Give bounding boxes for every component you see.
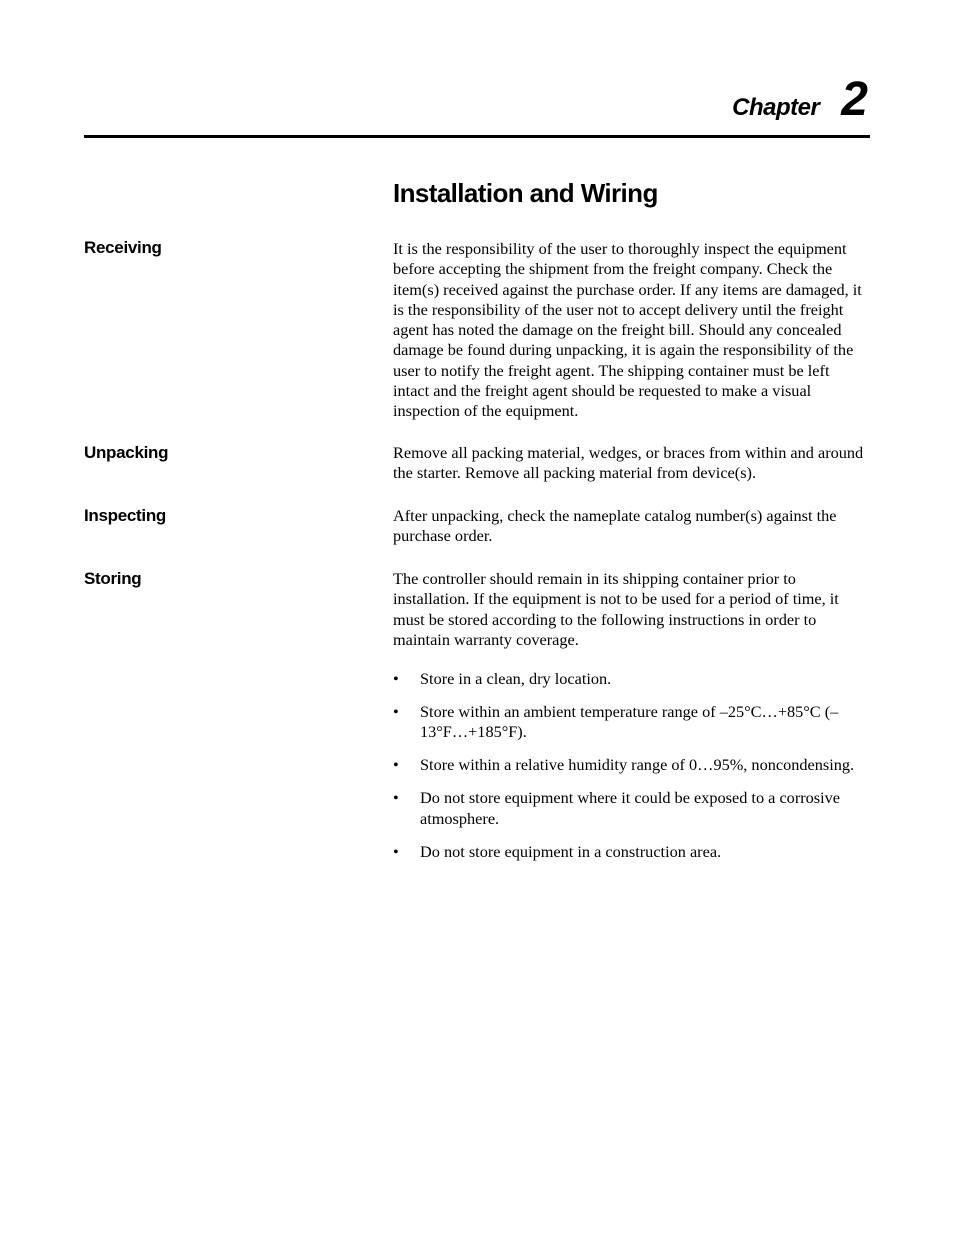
list-item [393,755,869,775]
bullet-icon: • [393,841,399,861]
section-heading-unpacking: Unpacking [84,443,169,462]
list-item [393,669,869,689]
chapter-label: Chapter [732,94,820,121]
section-body-receiving: It is the responsibility of the user to thoroughly inspect the equipment before accepting the shipment from the freight company. Check the item(s) received against the purchase order. If any items are damaged, it is the responsibility of the user not to accept delivery until the freight agent has noted the damage on the freight bill. Should any concealed damage be found during unpacking, it is again the responsibility of the user to notify the freight agent. The shipping container must be left intact and the freight agent should be requested to make a visual inspection of the equipment. [393,239,862,421]
list-item-text: Do not store equipment in a construction area. [420,841,722,861]
section-body-inspecting: After unpacking, check the nameplate catalog number(s) against the purchase order. [393,506,837,546]
bullet-icon: • [393,701,399,721]
list-item-text: Store within an ambient temperature range of –25°C…+85°C (–13°F…+185°F). [420,701,839,742]
bullet-icon: • [393,788,399,808]
bullet-icon: • [393,669,399,688]
chapter-number: 2 [841,73,868,126]
list-item [393,842,869,862]
section-heading-inspecting: Inspecting [84,506,167,525]
section-body-storing: The controller should remain in its shipping container prior to installation. If the equipment is not to be used for a period of time, it must be stored according to the following instructions in order to maintain warranty coverage. [393,569,839,649]
chapter-header [732,72,868,128]
section-heading-storing: Storing [84,569,142,588]
section-heading-receiving: Receiving [84,238,162,257]
list-item [393,702,869,743]
header-rule [84,135,870,138]
section-body-unpacking: Remove all packing material, wedges, or braces from within and around the starter. Remove all packing material from device(s). [393,443,864,483]
list-item [393,788,869,829]
list-item-text: Store in a clean, dry location. [420,669,612,688]
list-item-text: Store within a relative humidity range of 0…95%, noncondensing. [420,755,855,775]
storage-instructions-list [393,669,869,875]
bullet-icon: • [393,755,399,775]
chapter-title: Installation and Wiring [393,178,658,208]
list-item-text: Do not store equipment where it could be exposed to a corrosive atmosphere. [420,788,841,828]
